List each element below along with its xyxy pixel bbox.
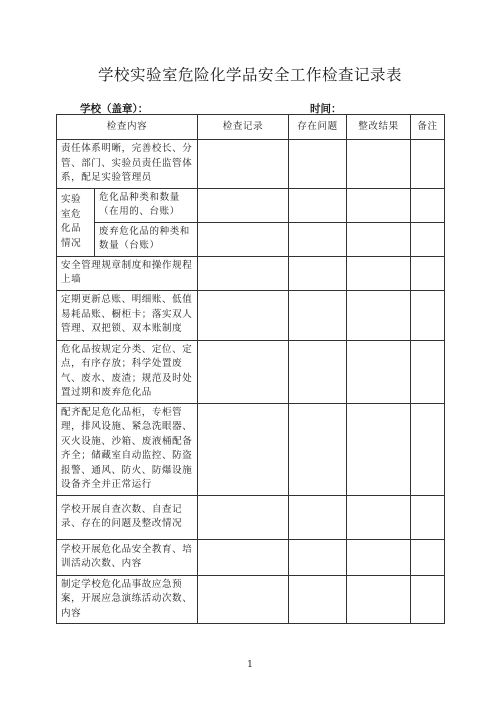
result-cell[interactable] xyxy=(347,495,411,539)
problem-cell[interactable] xyxy=(289,256,347,290)
result-cell[interactable] xyxy=(347,403,411,495)
row-content: 制定学校危化品事故应急预案，开展应急演练活动次数、内容 xyxy=(57,575,198,624)
row-content: 责任体系明晰，完善校长、分管、部门、实验员责任监管体系，配足实验管理员 xyxy=(57,140,198,189)
remark-cell[interactable] xyxy=(411,575,445,624)
problem-cell[interactable] xyxy=(289,495,347,539)
table-row xyxy=(57,256,445,290)
chemical-status-label: 实验室危化品情况 xyxy=(57,188,95,256)
row-content: 安全管理规章制度和操作规程上墙 xyxy=(57,256,198,290)
result-cell[interactable] xyxy=(347,188,411,222)
problem-cell[interactable] xyxy=(289,188,347,222)
remark-cell[interactable] xyxy=(411,140,445,189)
result-cell[interactable] xyxy=(347,290,411,340)
record-cell[interactable] xyxy=(198,575,289,624)
remark-cell[interactable] xyxy=(411,340,445,403)
row-content: 危化品按规定分类、定位、定点，有序存放；科学处置废气、废水、废渣；规范及时处置过期和废弃危化品 xyxy=(57,340,198,403)
record-cell[interactable] xyxy=(198,188,289,222)
result-cell[interactable] xyxy=(347,222,411,256)
problem-cell[interactable] xyxy=(289,539,347,575)
row-content: 学校开展自查次数、自查记录、存在的问题及整改情况 xyxy=(57,495,198,539)
table-row xyxy=(57,290,445,340)
record-cell[interactable] xyxy=(198,256,289,290)
table-header-row xyxy=(57,115,445,140)
result-cell[interactable] xyxy=(347,539,411,575)
remark-cell[interactable] xyxy=(411,222,445,256)
problem-cell[interactable] xyxy=(289,222,347,256)
page-title: 学校实验室危险化学品安全工作检查记录表 xyxy=(97,66,402,84)
record-cell[interactable] xyxy=(198,495,289,539)
result-cell[interactable] xyxy=(347,575,411,624)
header-content: 检查内容 xyxy=(57,115,198,140)
header-problems: 存在问题 xyxy=(289,115,347,140)
problem-cell[interactable] xyxy=(289,403,347,495)
problem-cell[interactable] xyxy=(289,340,347,403)
record-cell[interactable] xyxy=(198,403,289,495)
row-content: 危化品种类和数量（在用的、台账） xyxy=(95,188,198,222)
result-cell[interactable] xyxy=(347,256,411,290)
table-row xyxy=(57,188,445,222)
record-cell[interactable] xyxy=(198,140,289,189)
record-cell[interactable] xyxy=(198,222,289,256)
table-row xyxy=(57,403,445,495)
record-cell[interactable] xyxy=(198,340,289,403)
remark-cell[interactable] xyxy=(411,188,445,222)
table-row xyxy=(57,575,445,624)
problem-cell[interactable] xyxy=(289,290,347,340)
remark-cell[interactable] xyxy=(411,539,445,575)
remark-cell[interactable] xyxy=(411,290,445,340)
result-cell[interactable] xyxy=(347,140,411,189)
remark-cell[interactable] xyxy=(411,403,445,495)
result-cell[interactable] xyxy=(347,340,411,403)
row-content: 学校开展危化品安全教育、培训活动次数、内容 xyxy=(57,539,198,575)
record-cell[interactable] xyxy=(198,290,289,340)
header-record: 检查记录 xyxy=(198,115,289,140)
inspection-table xyxy=(56,114,445,624)
problem-cell[interactable] xyxy=(289,140,347,189)
table-row xyxy=(57,222,445,256)
time-label: 时间： xyxy=(310,103,342,115)
page-number: 1 xyxy=(247,660,253,670)
row-content: 废弃危化品的种类和数量（台账） xyxy=(95,222,198,256)
school-stamp-label: 学校（盖章）： xyxy=(80,103,149,115)
remark-cell[interactable] xyxy=(411,495,445,539)
table-row xyxy=(57,140,445,189)
row-content: 配齐配足危化品柜，专柜管理，排风设施、紧急洗眼器、灭火设施、沙箱、废液桶配备齐全；储藏室自动监控、防盗报警、通风、防火、防爆设施设备齐全并正常运行 xyxy=(57,403,198,495)
record-cell[interactable] xyxy=(198,539,289,575)
table-row xyxy=(57,495,445,539)
remark-cell[interactable] xyxy=(411,256,445,290)
table-row xyxy=(57,340,445,403)
header-rectification: 整改结果 xyxy=(347,115,411,140)
table-row xyxy=(57,539,445,575)
row-content: 定期更新总账、明细账、低值易耗品账、橱柜卡；落实双人管理、双把锁、双本账制度 xyxy=(57,290,198,340)
header-remarks: 备注 xyxy=(411,115,445,140)
problem-cell[interactable] xyxy=(289,575,347,624)
